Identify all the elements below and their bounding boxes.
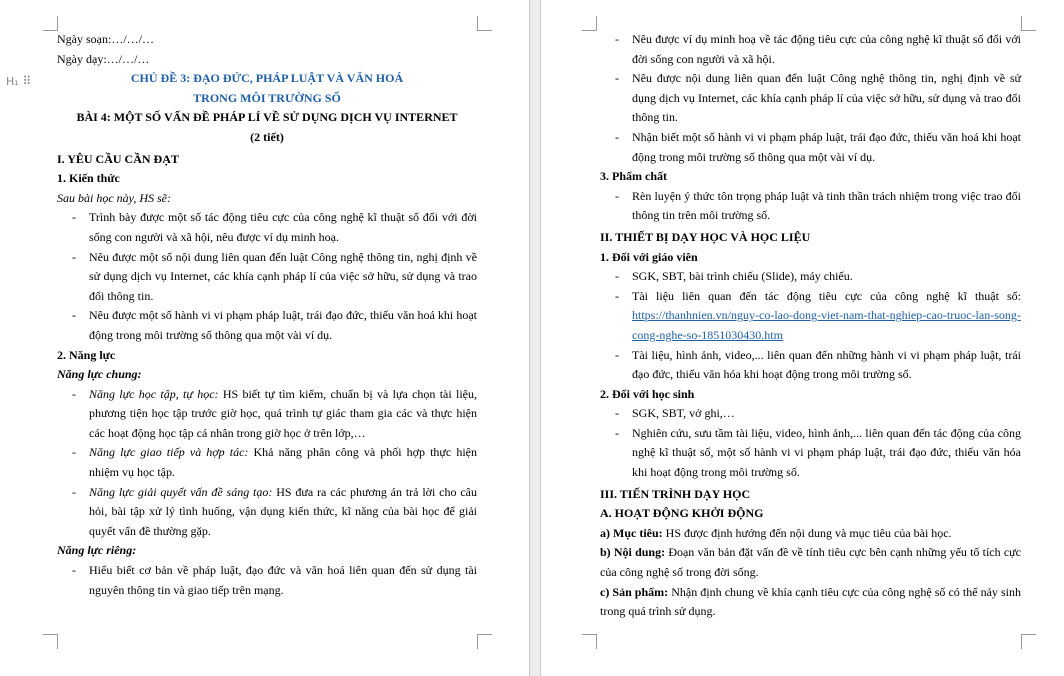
lesson-title: BÀI 4: MỘT SỐ VẤN ĐỀ PHÁP LÍ VỀ SỬ DỤNG DỊCH VỤ INTERNET	[76, 110, 458, 125]
list-item: - Hiểu biết cơ bản về pháp luật, đạo đức và văn hoá liên quan đến sử dụng tài nguyên thông tin và giao tiếp trên mạng.	[57, 561, 477, 600]
subheading-competence: 2. Năng lực	[57, 347, 116, 362]
list-item: - SGK, SBT, vở ghi,…	[600, 404, 1021, 424]
list-item: - Nêu được ví dụ minh hoạ về tác động tiêu cực của công nghệ kĩ thuật số đối với đời sống con người và xã hội.	[600, 30, 1021, 69]
margin-marker-top-left	[582, 16, 597, 31]
list-item: - Trình bày được một số tác động tiêu cực của công nghệ kĩ thuật số đối với đời sống con người và xã hội, nêu được ví dụ minh hoạ.	[57, 208, 477, 247]
specific-competence-label: Năng lực riêng:	[57, 543, 137, 558]
item-text: Khả năng phân công và phối hợp thực hiện nhiệm vụ học tập.	[89, 445, 477, 480]
theme-title-line-2: TRONG MÔI TRƯỜNG SỐ	[193, 90, 341, 105]
lesson-duration: (2 tiết)	[250, 129, 284, 144]
section-heading-requirements: I. YÊU CẦU CẦN ĐẠT	[57, 151, 179, 166]
section-heading-process: III. TIẾN TRÌNH DẠY HỌC	[600, 486, 751, 501]
margin-marker-top-right	[1021, 16, 1036, 31]
subheading-teacher: 1. Đối với giáo viên	[600, 249, 698, 264]
list-item	[57, 385, 477, 444]
margin-marker-top-right	[477, 16, 492, 31]
item-text: HS đưa ra các phương án trả lời cho câu hỏi, bài tập xử lý tình huống, vận dụng kiến thức, kĩ năng của bài học để giải quyết vấn đề thường gặp.	[89, 484, 477, 538]
item-text: HS biết tự tìm kiếm, chuẩn bị và lựa chọn tài liệu, phương tiện học tập trước giờ học, quá trình tự giác tham gia các và thực hiện các hoạt động học tập cá nhân trong giờ học ở trên lớp,…	[89, 386, 477, 440]
section-heading-equipment: II. THIẾT BỊ DẠY HỌC VÀ HỌC LIỆU	[600, 229, 811, 244]
product-label: c) Sản phẩm:	[600, 584, 669, 599]
subheading-qualities: 3. Phẩm chất	[600, 169, 667, 184]
reference-link[interactable]: https://thanhnien.vn/nguy-co-lao-dong-viet-nam-that-nghiep-cao-truoc-lan-song-cong-nghe-so-1851030430.htm	[632, 308, 1021, 342]
margin-marker-bottom-left	[43, 634, 58, 649]
margin-marker-top-left	[43, 16, 58, 31]
knowledge-intro: Sau bài học này, HS sẽ:	[57, 190, 171, 205]
product-text: Nhận định chung về khía cạnh tiêu cực của công nghệ số có thể nảy sinh trong quá trình sử dụng.	[600, 584, 1021, 619]
objective-paragraph	[600, 524, 1021, 544]
subheading-student: 2. Đối với học sinh	[600, 386, 695, 401]
list-item: - Nêu được một số hành vi vi phạm pháp luật, trái đạo đức, thiếu văn hoá khi hoạt động trong môi trường số thông qua một vài ví dụ.	[57, 306, 477, 345]
margin-marker-bottom-right	[477, 634, 492, 649]
date-prepared: Ngày soạn:…/…/…	[57, 32, 154, 46]
list-item: - Nghiên cứu, sưu tầm tài liệu, video, hình ảnh,... liên quan đến tác động của công nghệ kĩ thuật số, một số hành vi vi phạm pháp luật, trái đạo đức, thiếu văn hóa khi hoạt động trong môi trường số.	[600, 424, 1021, 483]
list-item	[57, 483, 477, 542]
theme-title-line-1: CHỦ ĐỀ 3: ĐẠO ĐỨC, PHÁP LUẬT VÀ VĂN HOÁ	[130, 71, 404, 86]
item-label: Năng lực học tập, tự học:	[89, 386, 219, 401]
list-item: - Nêu được nội dung liên quan đến luật Công nghệ thông tin, nghị định về sử dụng dịch vụ Internet, các khía cạnh pháp lí của việc sở hữu, sử dụng và trao đổi thông tin.	[600, 69, 1021, 128]
list-item: - SGK, SBT, bài trình chiếu (Slide), máy chiếu.	[600, 267, 1021, 287]
list-item	[57, 443, 477, 482]
subheading-warmup: A. HOẠT ĐỘNG KHỞI ĐỘNG	[600, 506, 764, 521]
right-page-text[interactable]	[600, 30, 1021, 622]
objective-text: HS được định hướng đến nội dung và mục tiêu của bài học.	[662, 525, 952, 540]
margin-marker-bottom-right	[1021, 634, 1036, 649]
content-paragraph	[600, 543, 1021, 582]
subheading-knowledge: 1. Kiến thức	[57, 171, 120, 186]
content-text: Đoạn văn bản đặt vấn đề về tính tiêu cực bên cạnh những yếu tố tích cực của công nghệ số trong đời sống.	[600, 545, 1021, 580]
left-page-text[interactable]	[57, 30, 477, 600]
list-item	[600, 287, 1021, 346]
objective-label: a) Mục tiêu:	[600, 525, 663, 540]
margin-marker-bottom-left	[582, 634, 597, 649]
general-competence-label: Năng lực chung:	[57, 367, 142, 382]
content-label: b) Nội dung:	[600, 545, 666, 560]
list-item: - Nhận biết một số hành vi vi phạm pháp luật, trái đạo đức, thiếu văn hoá khi hoạt động trong môi trường số thông qua một vài ví dụ.	[600, 128, 1021, 167]
page-gutter	[529, 0, 541, 676]
product-paragraph	[600, 583, 1021, 622]
item-text: Tài liệu liên quan đến tác động tiêu cực của công nghệ kĩ thuật số:	[632, 288, 1021, 303]
date-taught: Ngày dạy:…/…/…	[57, 51, 150, 66]
list-item: - Rèn luyện ý thức tôn trọng pháp luật và tinh thần trách nhiệm trong việc trao đổi thông tin trên môi trường số.	[600, 187, 1021, 226]
list-item: - Tài liệu, hình ảnh, video,... liên quan đến những hành vi vi phạm pháp luật, trái đạo đức, thiếu văn hóa khi hoạt động trong môi trường số.	[600, 346, 1021, 385]
list-item: - Nêu được một số nội dung liên quan đến luật Công nghệ thông tin, nghị định về sử dụng dịch vụ Internet, các khía cạnh pháp lí của việc sở hữu, sử dụng và trao đổi thông tin.	[57, 248, 477, 307]
item-label: Năng lực giải quyết vấn đề sáng tạo:	[89, 484, 273, 499]
item-label: Năng lực giao tiếp và hợp tác:	[89, 445, 249, 460]
drag-handle-icon[interactable]: H₁ ⠿	[6, 74, 32, 88]
